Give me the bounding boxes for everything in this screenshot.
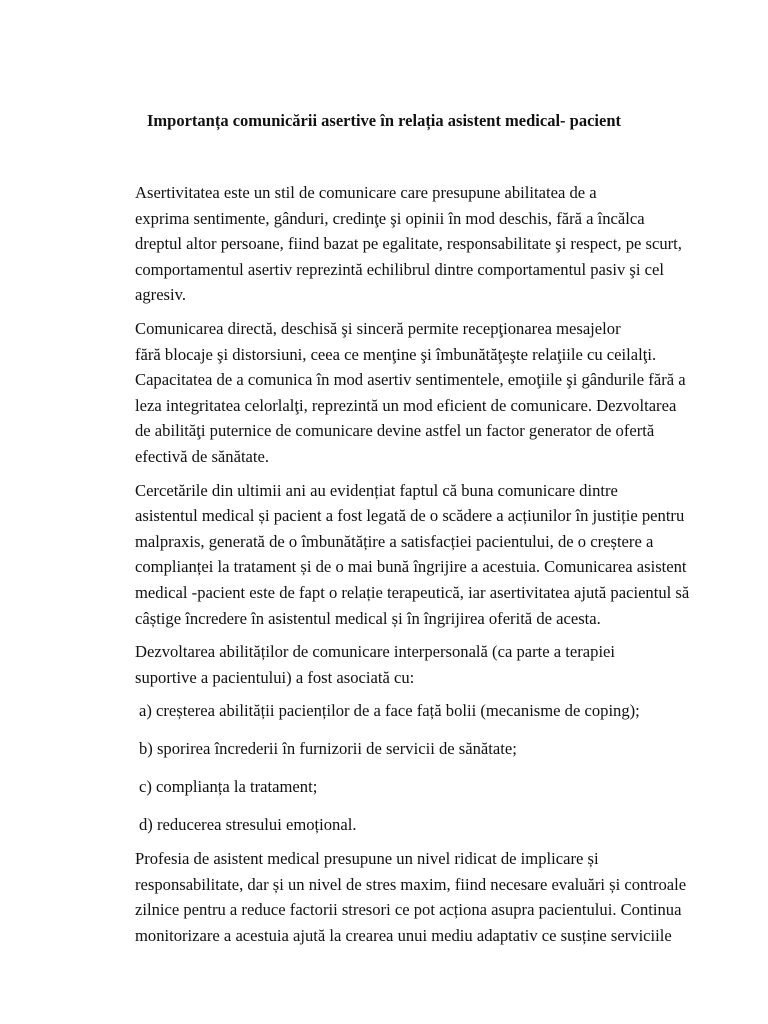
text-line: efectivă de sănătate. <box>135 446 270 466</box>
text-line: Cercetările din ultimii ani au evidențiat faptul că buna comunicare dintre <box>135 480 618 500</box>
text-line: medical -pacient este de fapt o relație terapeutică, iar asertivitatea ajută pacientul să <box>135 582 690 602</box>
text-line: exprima sentimente, gânduri, credinţe şi opinii în mod deschis, fără a încălca <box>135 208 645 228</box>
text-line: câștige încredere în asistentul medical și în îngrijirea oferită de acesta. <box>135 608 601 628</box>
text-line: Capacitatea de a comunica în mod asertiv sentimentele, emoţiile şi gândurile fără a <box>135 370 686 390</box>
text-line: asistentul medical și pacient a fost legată de o scădere a acțiunilor în justiție pentru <box>135 506 685 526</box>
document-body <box>89 180 690 957</box>
text-line: responsabilitate, dar și un nivel de stres maxim, fiind necesare evaluări și controale <box>135 874 687 894</box>
paragraph-nursing-profession <box>89 846 687 948</box>
text-line: comportamentul asertiv reprezintă echilibrul dintre comportamentul pasiv şi cel <box>135 259 664 279</box>
text-line: Asertivitatea este un stil de comunicare care presupune abilitatea de a <box>135 183 597 202</box>
document-title: Importanța comunicării asertive în relația asistent medical- pacient <box>147 111 621 130</box>
text-line: zilnice pentru a reduce factorii stresori ce pot acționa asupra pacientului. Continua <box>135 900 682 920</box>
text-line: monitorizare a acestuia ajută la crearea unui mediu adaptativ ce susține serviciile <box>135 926 672 946</box>
list-item-c: c) complianța la tratament; <box>139 777 318 797</box>
text-line: suportive a pacientului) a fost asociată cu: <box>135 667 415 687</box>
text-line: leza integritatea celorlalţi, reprezintă un mod eficient de comunicare. Dezvoltarea <box>135 395 677 415</box>
text-line: dreptul altor persoane, fiind bazat pe egalitate, responsabilitate şi respect, pe scurt, <box>135 234 682 254</box>
list-item-d: d) reducerea stresului emoțional. <box>139 815 357 835</box>
paragraph-research <box>89 478 690 632</box>
text-line: Dezvoltarea abilităților de comunicare interpersonală (ca parte a terapiei <box>135 642 616 662</box>
paragraph-interpersonal-skills <box>89 639 681 690</box>
list-item-b: b) sporirea încrederii în furnizorii de servicii de sănătate; <box>139 739 517 759</box>
text-line: complianței la tratament și de o mai bună îngrijire a acestuia. Comunicarea asistent <box>135 557 687 577</box>
list-item-a: a) creșterea abilității pacienților de a face față bolii (mecanisme de coping); <box>139 701 640 721</box>
paragraph-assertiveness <box>89 180 681 308</box>
text-line: Comunicarea directă, deschisă şi sinceră permite recepţionarea mesajelor <box>135 318 621 338</box>
text-line: fără blocaje şi distorsiuni, ceea ce menţine şi îmbunătăţeşte relaţiile cu ceilalţi. <box>135 344 657 364</box>
text-line: agresiv. <box>135 285 186 305</box>
text-line: de abilităţi puternice de comunicare devine astfel un factor generator de ofertă <box>135 421 655 441</box>
text-line: Profesia de asistent medical presupune un nivel ridicat de implicare și <box>135 849 599 869</box>
paragraph-direct-communication <box>89 316 686 470</box>
text-line: malpraxis, generată de o îmbunătățire a satisfacției pacientului, de o creștere a <box>135 531 654 551</box>
